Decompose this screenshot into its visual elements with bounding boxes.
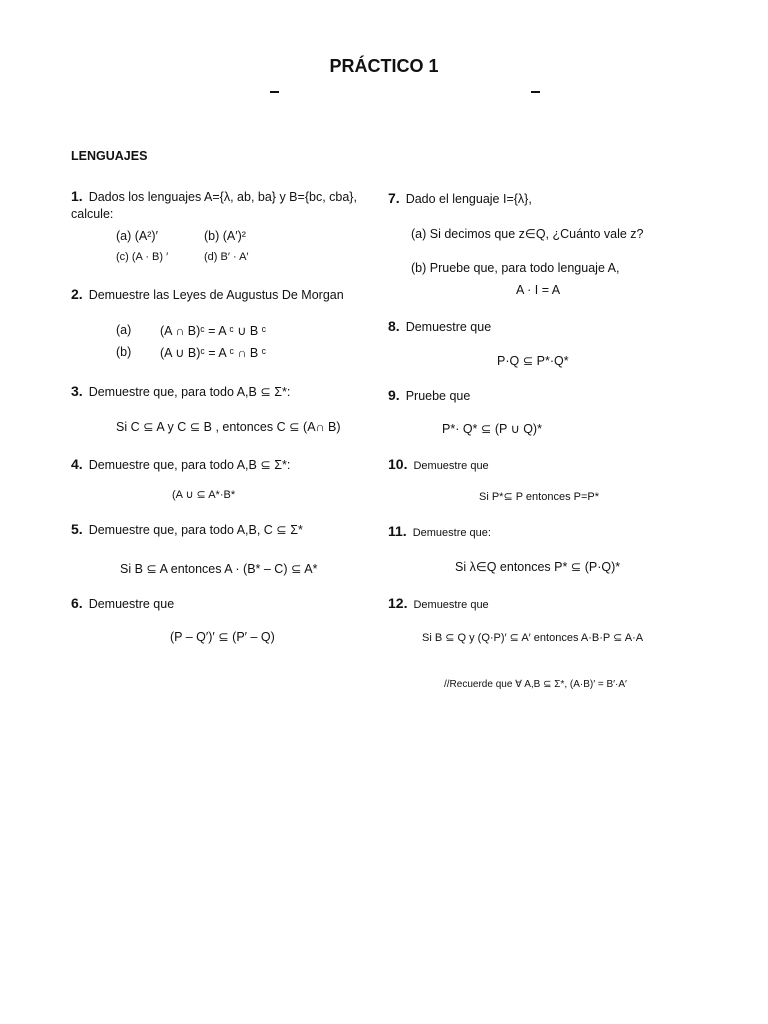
- problem-4-expression: (A ∪ ⊆ A*·B*: [172, 489, 236, 501]
- problem-4-statement: [71, 456, 290, 472]
- problem-text: Demuestre que: [413, 460, 489, 472]
- problem-3-statement: [71, 383, 290, 399]
- problem-10-statement: [388, 456, 489, 472]
- problem-1-continuation: calcule:: [71, 207, 114, 221]
- problem-12-statement: [388, 595, 489, 611]
- problem-7-item-b: (b) Pruebe que, para todo lenguaje A,: [411, 261, 620, 275]
- problem-1-item-b: (b) (A′)²: [204, 229, 246, 243]
- problem-1-item-d: (d) B′ · A′: [204, 251, 249, 263]
- problem-12-expression: Si B ⊆ Q y (Q·P)′ ⊆ A′ entonces A·B·P ⊆ A·A: [422, 632, 644, 644]
- problem-number: 7.: [388, 190, 400, 206]
- problem-text: Demuestre que, para todo A,B ⊆ Σ*:: [88, 385, 291, 399]
- problem-number: 12.: [388, 595, 408, 611]
- problem-7-statement: [388, 190, 532, 206]
- problem-number: 5.: [71, 521, 83, 537]
- problem-number: 11.: [388, 523, 407, 539]
- problem-1-statement: [71, 188, 357, 204]
- problem-7-item-a: (a) Si decimos que z∈Q, ¿Cuánto vale z?: [411, 227, 644, 241]
- problem-text: Dados los lenguajes A={λ, ab, ba} y B={bc, cba},: [88, 190, 357, 204]
- problem-text: Demuestre que: [413, 599, 489, 611]
- problem-8-expression: P·Q ⊆ P*·Q*: [497, 354, 569, 368]
- problem-text: Demuestre que, para todo A,B, C ⊆ Σ*: [88, 523, 303, 537]
- problem-1-item-c: (c) (A · B) ′: [116, 251, 169, 263]
- problem-number: 8.: [388, 318, 400, 334]
- problem-1-item-a: (a) (A²)′: [116, 229, 158, 243]
- problem-10-expression: Si P*⊆ P entonces P=P*: [479, 491, 600, 503]
- problem-number: 10.: [388, 456, 408, 472]
- problem-2-item-a-label: (a): [116, 323, 132, 337]
- problem-text: Demuestre que, para todo A,B ⊆ Σ*:: [88, 458, 291, 472]
- problem-8-statement: [388, 318, 491, 334]
- problem-text: Pruebe que: [405, 389, 471, 403]
- problem-text: Dado el lenguaje I={λ},: [405, 192, 532, 206]
- problem-11-statement: [388, 523, 491, 539]
- title-dash-right: [531, 91, 540, 93]
- problem-9-statement: [388, 387, 470, 403]
- problem-3-expression: Si C ⊆ A y C ⊆ B , entonces C ⊆ (A∩ B): [116, 420, 341, 434]
- remark-note: //Recuerde que ∀ A,B ⊆ Σ*, (A·B)′ = B′·A′: [444, 679, 627, 690]
- problem-2-statement: [71, 286, 344, 302]
- page-title: PRÁCTICO 1: [329, 56, 439, 76]
- problem-number: 2.: [71, 286, 83, 302]
- problem-number: 6.: [71, 595, 83, 611]
- problem-text: Demuestre que: [405, 320, 492, 334]
- problem-number: 9.: [388, 387, 400, 403]
- problem-5-statement: [71, 521, 303, 537]
- section-heading: LENGUAJES: [71, 149, 148, 163]
- problem-11-expression: Si λ∈Q entonces P* ⊆ (P·Q)*: [455, 560, 621, 574]
- problem-2-item-b-label: (b): [116, 345, 132, 359]
- problem-text: Demuestre las Leyes de Augustus De Morgan: [88, 288, 344, 302]
- problem-5-expression: Si B ⊆ A entonces A · (B* – C) ⊆ A*: [120, 562, 318, 576]
- problem-2-item-a: (A ∩ B)ᶜ = A ᶜ ∪ B ᶜ: [160, 324, 267, 338]
- problem-number: 1.: [71, 188, 83, 204]
- problem-text: Demuestre que: [88, 597, 175, 611]
- problem-6-statement: [71, 595, 174, 611]
- problem-2-item-b: (A ∪ B)ᶜ = A ᶜ ∩ B ᶜ: [160, 346, 267, 360]
- problem-6-expression: (P – Q′)′ ⊆ (P′ – Q): [170, 630, 275, 644]
- problem-9-expression: P*· Q* ⊆ (P ∪ Q)*: [442, 422, 542, 436]
- problem-text: Demuestre que:: [412, 527, 491, 539]
- title-dash-left: [270, 91, 279, 93]
- problem-number: 4.: [71, 456, 83, 472]
- problem-number: 3.: [71, 383, 83, 399]
- problem-7-item-b-expression: A · I = A: [516, 283, 561, 297]
